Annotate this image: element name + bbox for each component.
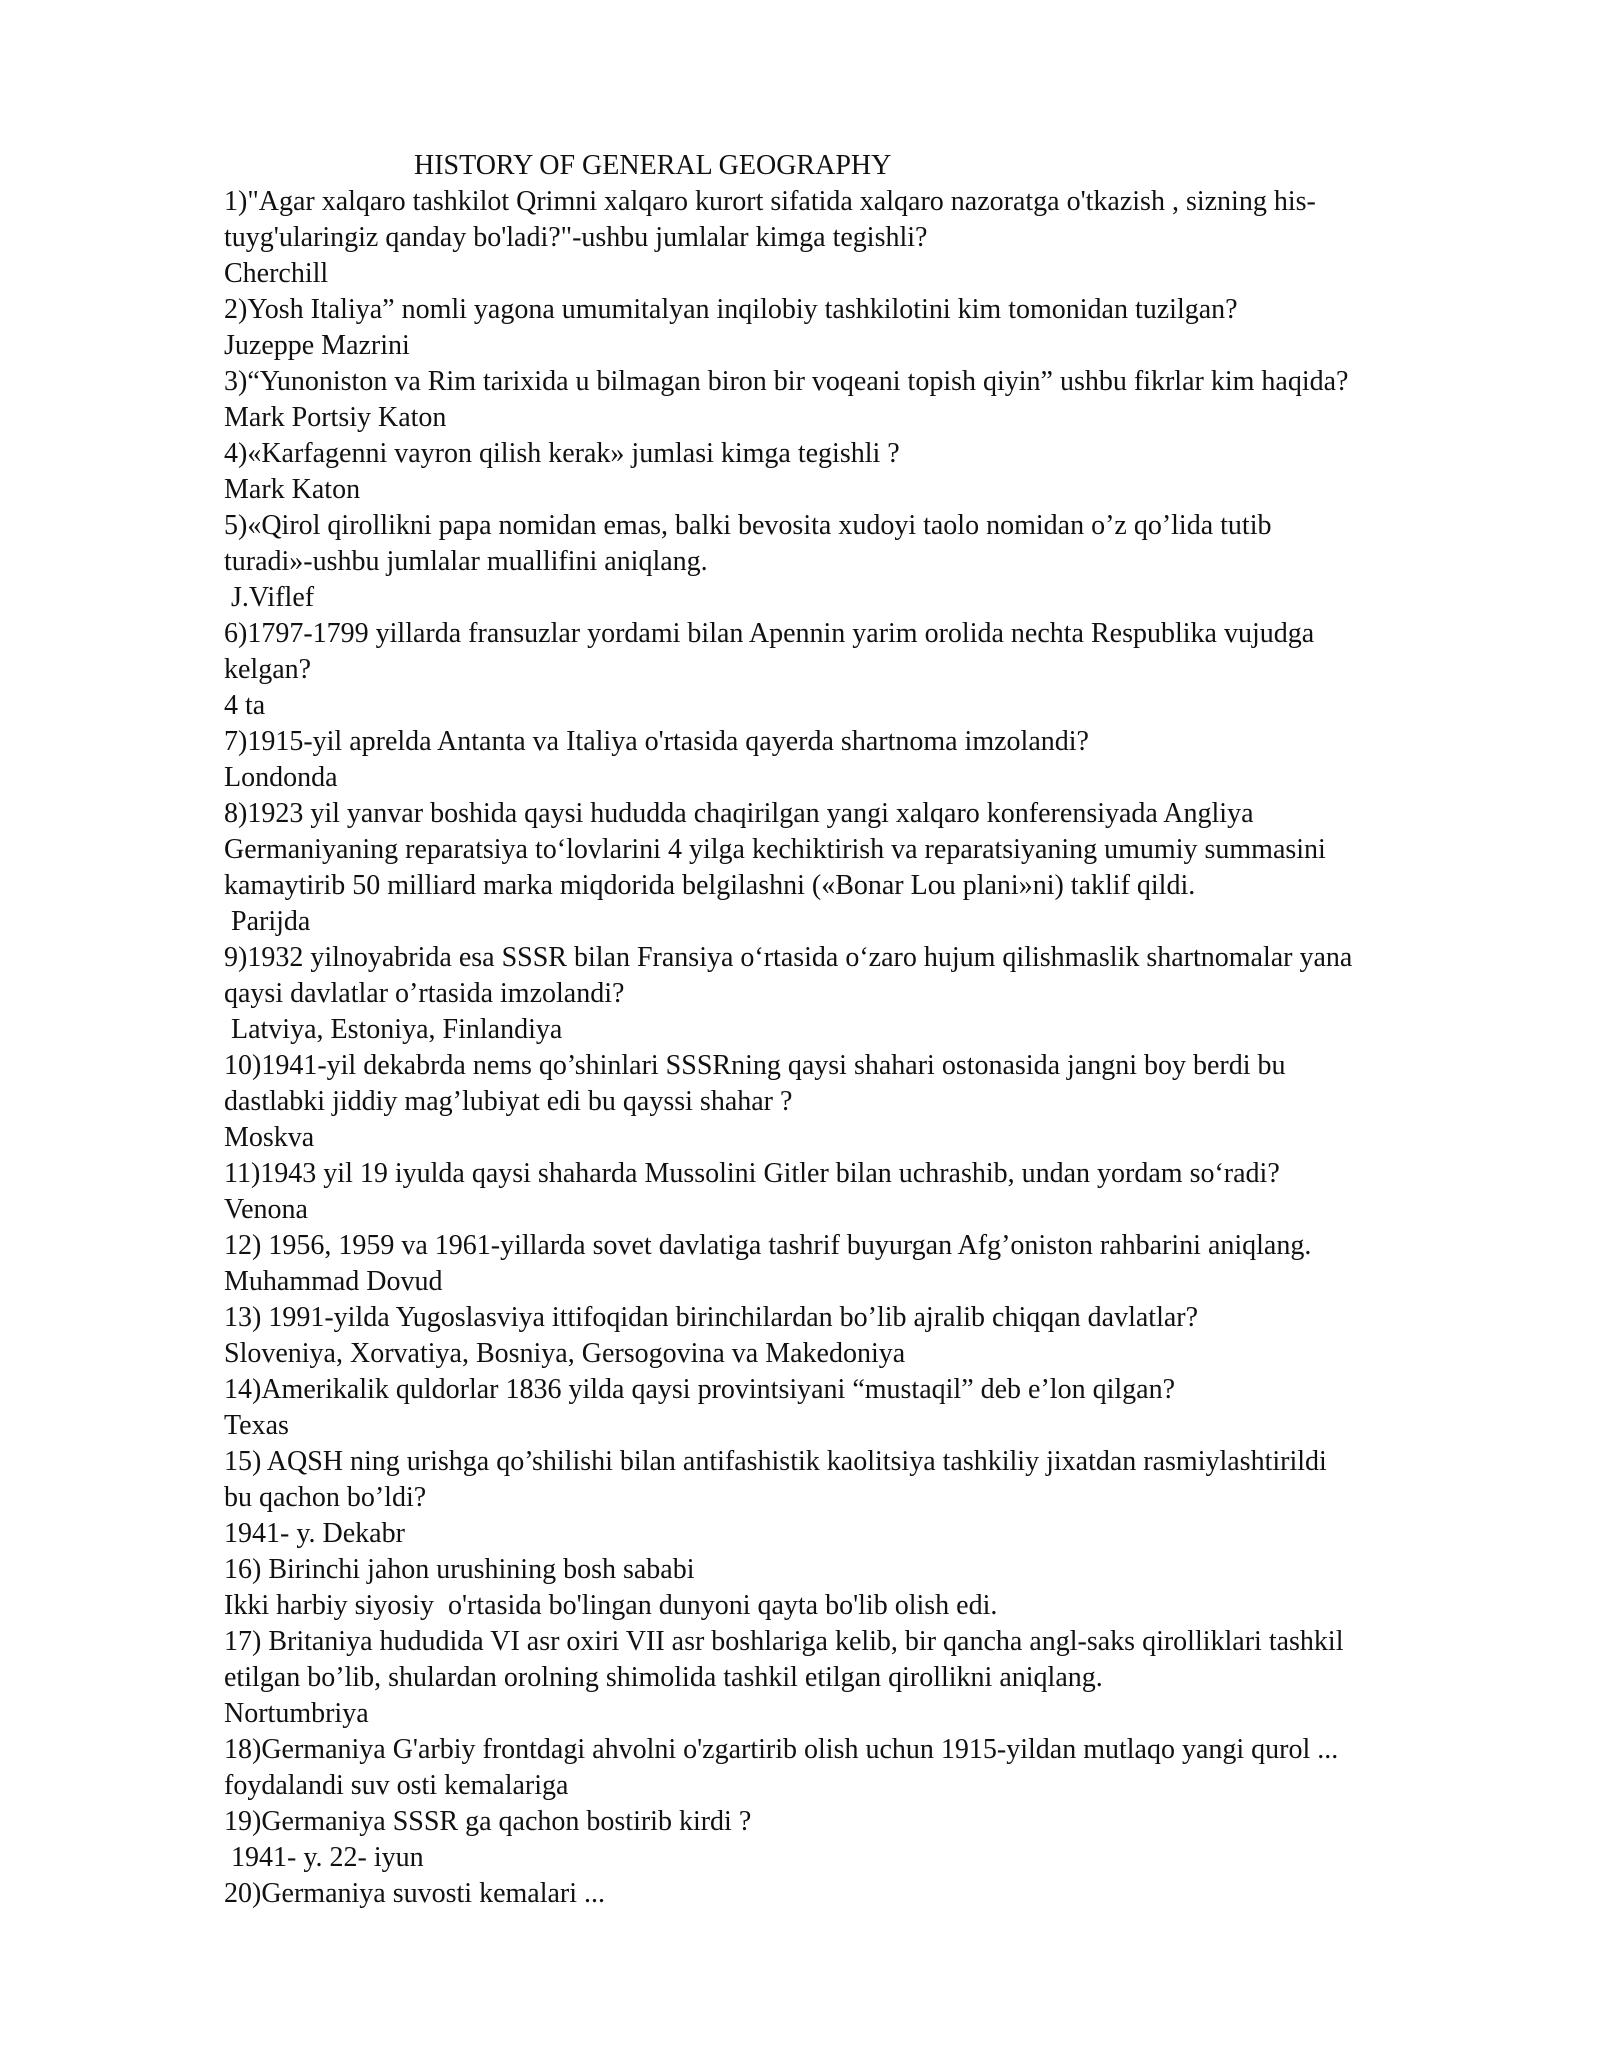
answer-5: J.Viflef <box>224 582 315 613</box>
answer-19: 1941- y. 22- iyun <box>224 1842 424 1873</box>
question-15-line-1: 15) AQSH ning urishga qo’shilishi bilan antifashistik kaolitsiya tashkiliy jixatdan rasmiylashtirildi <box>224 1446 1327 1477</box>
question-14: 14)Amerikalik quldorlar 1836 yilda qaysi provintsiyani “mustaqil” deb e’lon qilgan? <box>224 1374 1176 1405</box>
question-11: 11)1943 yil 19 iyulda qaysi shaharda Mussolini Gitler bilan uchrashib, undan yordam so‘radi? <box>224 1158 1280 1189</box>
question-17-line-2: etilgan bo’lib, shulardan orolning shimolida tashkil etilgan qirollikni aniqlang. <box>224 1662 1103 1693</box>
question-list <box>224 184 1514 1912</box>
question-18-line-2: foydalandi suv osti kemalariga <box>224 1770 569 1801</box>
document-title: HISTORY OF GENERAL GEOGRAPHY <box>414 150 892 181</box>
question-10-line-1: 10)1941-yil dekabrda nems qo’shinlari SSSRning qaysi shahari ostonasida jangni boy berdi bu <box>224 1050 1286 1081</box>
question-15-line-2: bu qachon bo’ldi? <box>224 1482 427 1513</box>
answer-2: Juzeppe Mazrini <box>224 330 410 361</box>
question-5-line-2: turadi»-ushbu jumlalar muallifini aniqlang. <box>224 546 708 577</box>
answer-7: Londonda <box>224 762 338 793</box>
answer-17: Nortumbriya <box>224 1698 369 1729</box>
question-4: 4)«Karfagenni vayron qilish kerak» jumlasi kimga tegishli ? <box>224 438 900 469</box>
document-body <box>224 148 1514 1912</box>
question-6-line-2: kelgan? <box>224 654 312 685</box>
answer-6: 4 ta <box>224 690 266 721</box>
answer-4: Mark Katon <box>224 474 361 505</box>
answer-1: Cherchill <box>224 258 329 289</box>
answer-10: Moskva <box>224 1122 315 1153</box>
question-8-line-2: Germaniyaning reparatsiya to‘lovlarini 4 yilga kechiktirish va reparatsiyaning umumiy summasini <box>224 834 1326 865</box>
answer-11: Venona <box>224 1194 308 1225</box>
question-17-line-1: 17) Britaniya hududida VI asr oxiri VII asr boshlariga kelib, bir qancha angl-saks qirolliklari tashkil <box>224 1626 1344 1657</box>
answer-9: Latviya, Estoniya, Finlandiya <box>224 1014 563 1045</box>
answer-13: Sloveniya, Xorvatiya, Bosniya, Gersogovina va Makedoniya <box>224 1338 906 1369</box>
question-9-line-1: 9)1932 yilnoyabrida esa SSSR bilan Fransiya o‘rtasida o‘zaro hujum qilishmaslik shartnomalar yana <box>224 942 1353 973</box>
answer-15: 1941- y. Dekabr <box>224 1518 405 1549</box>
question-7: 7)1915-yil aprelda Antanta va Italiya o'rtasida qayerda shartnoma imzolandi? <box>224 726 1089 757</box>
question-19: 19)Germaniya SSSR ga qachon bostirib kirdi ? <box>224 1806 752 1837</box>
question-8-line-3: kamaytirib 50 milliard marka miqdorida belgilashni («Bonar Lou plani»ni) taklif qildi. <box>224 870 1196 901</box>
answer-14: Texas <box>224 1410 289 1441</box>
question-1-line-2: tuyg'ularingiz qanday bo'ladi?"-ushbu jumlalar kimga tegishli? <box>224 222 928 253</box>
question-2: 2)Yosh Italiya” nomli yagona umumitalyan inqilobiy tashkilotini kim tomonidan tuzilgan? <box>224 294 1238 325</box>
question-13: 13) 1991-yilda Yugoslasviya ittifoqidan birinchilardan bo’lib ajralib chiqqan davlatlar? <box>224 1302 1199 1333</box>
answer-3: Mark Portsiy Katon <box>224 402 447 433</box>
answer-16: Ikki harbiy siyosiy o'rtasida bo'lingan dunyoni qayta bo'lib olish edi. <box>224 1590 998 1621</box>
question-12: 12) 1956, 1959 va 1961-yillarda sovet davlatiga tashrif buyurgan Afg’oniston rahbarini aniqlang. <box>224 1230 1312 1261</box>
question-20: 20)Germaniya suvosti kemalari ... <box>224 1878 606 1909</box>
question-1-line-1: 1)"Agar xalqaro tashkilot Qrimni xalqaro kurort sifatida xalqaro nazoratga o'tkazish , sizning his- <box>224 186 1316 217</box>
answer-8: Parijda <box>224 906 311 937</box>
question-10-line-2: dastlabki jiddiy mag’lubiyat edi bu qayssi shahar ? <box>224 1086 793 1117</box>
question-5-line-1: 5)«Qirol qirollikni papa nomidan emas, balki bevosita xudoyi taolo nomidan o’z qo’lida tutib <box>224 510 1272 541</box>
answer-12: Muhammad Dovud <box>224 1266 443 1297</box>
question-6-line-1: 6)1797-1799 yillarda fransuzlar yordami bilan Apennin yarim orolida nechta Respublika vujudga <box>224 618 1315 649</box>
question-16: 16) Birinchi jahon urushining bosh sababi <box>224 1554 695 1585</box>
question-18-line-1: 18)Germaniya G'arbiy frontdagi ahvolni o'zgartirib olish uchun 1915-yildan mutlaqo yangi qurol ... <box>224 1734 1339 1765</box>
question-3: 3)“Yunoniston va Rim tarixida u bilmagan biron bir voqeani topish qiyin” ushbu fikrlar kim haqida? <box>224 366 1349 397</box>
question-8-line-1: 8)1923 yil yanvar boshida qaysi hududda chaqirilgan yangi xalqaro konferensiyada Angliya <box>224 798 1254 829</box>
question-9-line-2: qaysi davlatlar o’rtasida imzolandi? <box>224 978 625 1009</box>
